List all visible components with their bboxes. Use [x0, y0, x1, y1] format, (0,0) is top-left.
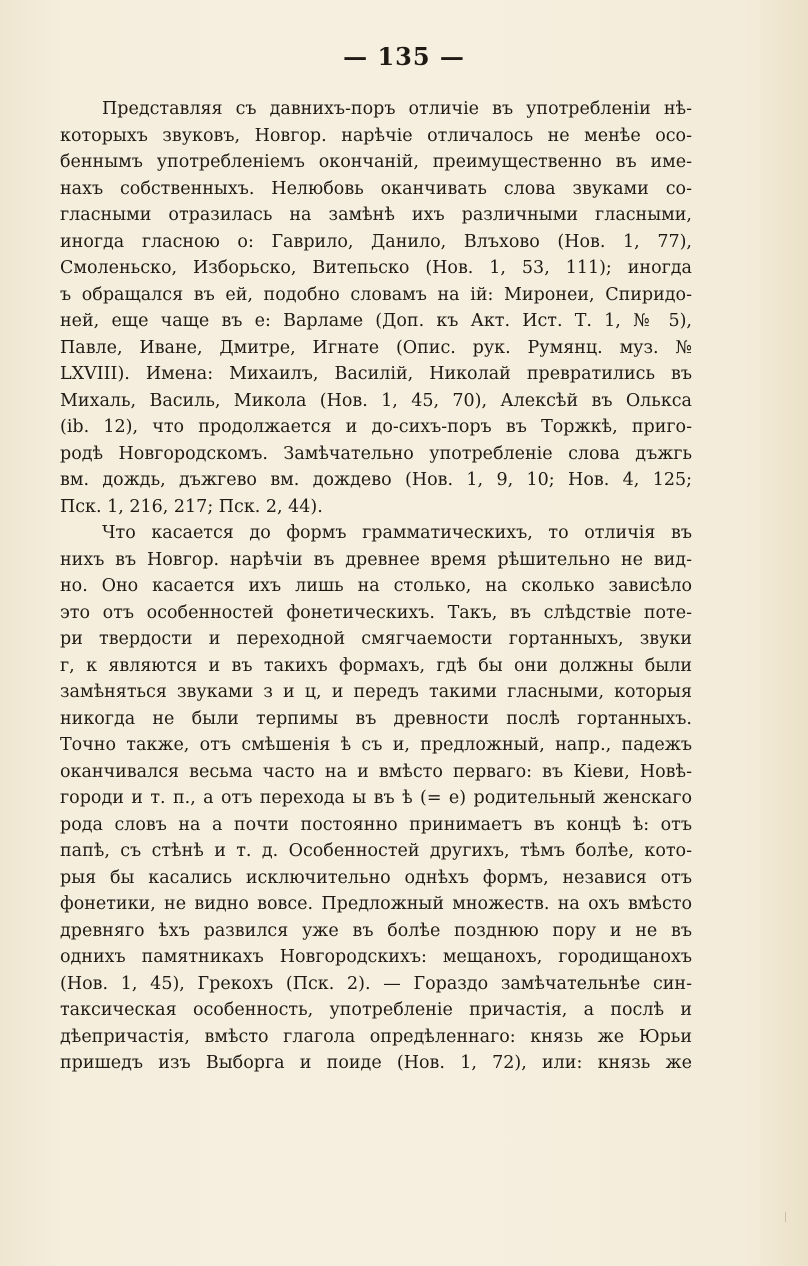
text-line: Что касается до формъ грамматическихъ, то отличія въ	[102, 523, 692, 543]
text-line: это отъ особенностей фонетическихъ. Такъ, въ слѣдствіе поте-	[60, 602, 692, 623]
text-line: никогда не были терпимы въ древности послѣ гортанныхъ.	[60, 708, 692, 729]
text-line: иногда гласною о: Гаврило, Данило, Влъхово (Нов. 1, 77),	[60, 231, 692, 252]
text-line: городи и т. п., а отъ перехода ы въ ѣ (= е) родительный женскаго	[60, 788, 692, 808]
text-line: Павле, Иване, Дмитре, Игнате (Опис. рук. Румянц. муз. №	[60, 337, 692, 358]
text-line: но. Оно касается ихъ лишь на столько, на сколько зависѣло	[60, 576, 692, 596]
text-line: замѣняться звуками з и ц, и передъ такими гласными, которыя	[60, 682, 692, 702]
text-line: (ib. 12), что продолжается и до-сихъ-поръ въ Торжкѣ, приго-	[60, 417, 692, 437]
page-speck	[785, 1212, 786, 1222]
text-line: нахъ собственныхъ. Нелюбовь оканчивать слова звуками со-	[60, 178, 692, 199]
page-number: — 135 —	[343, 42, 465, 71]
text-line: Михаль, Василь, Микола (Нов. 1, 45, 70), Алексѣй въ Ольксa	[60, 390, 692, 411]
body-text	[60, 96, 692, 1077]
text-line: Пск. 1, 216, 217; Пск. 2, 44).	[60, 496, 323, 517]
text-line: ри твердости и переходной смягчаемости гортанныхъ, звуки	[60, 629, 692, 649]
text-line: папѣ, съ стѣнѣ и т. д. Особенностей другихъ, тѣмъ болѣе, кото-	[60, 841, 692, 861]
text-line: которыхъ звуковъ, Новгор. нарѣчіе отличалось не менѣе осо-	[60, 125, 692, 146]
text-line: Смоленьско, Изборьско, Витепьско (Нов. 1, 53, 111); иногда	[60, 258, 692, 278]
text-line: Точно также, отъ смѣшенія ѣ съ и, предложный, напр., падежъ	[60, 735, 692, 755]
text-line: дѣепричастія, вмѣсто глагола опредѣленнаго: князь же Юрьи	[60, 1026, 692, 1047]
text-line: родѣ Новгородскомъ. Замѣчательно употребленіе слова дъжгь	[60, 443, 692, 464]
text-line: г, к являются и въ такихъ формахъ, гдѣ бы они должны были	[60, 655, 692, 676]
text-line: древняго ѣхъ развился уже въ болѣе позднюю пору и не въ	[60, 920, 692, 941]
text-line: нихъ въ Новгор. нарѣчіи въ древнее время рѣшительно не вид-	[60, 549, 692, 570]
text-line: однихъ памятникахъ Новгородскихъ: мещанохъ, городищанохъ	[60, 947, 692, 967]
text-line: пришедъ изъ Выборга и поиде (Нов. 1, 72), или: князь же	[60, 1053, 692, 1073]
text-line: фонетики, не видно вовсе. Предложный множеств. на охъ вмѣсто	[60, 894, 692, 914]
text-line: LXVIII). Имена: Михаилъ, Василій, Николай превратились въ	[60, 364, 692, 384]
text-line: беннымъ употребленіемъ окончаній, преимущественно въ име-	[60, 152, 692, 172]
text-line: гласными отразилась на замѣнѣ ихъ различными гласными,	[60, 205, 692, 225]
text-line: рыя бы касались исключительно однѣхъ формъ, независя отъ	[60, 867, 692, 888]
text-line: оканчивался весьма часто на и вмѣсто перваго: въ Кіеви, Новѣ-	[60, 761, 692, 782]
text-line: ней, еще чаще въ е: Варламе (Доп. къ Акт. Ист. Т. 1, № 5),	[60, 311, 692, 331]
text-line: рода словъ на а почти постоянно принимаетъ въ концѣ ѣ: отъ	[60, 814, 692, 835]
text-line: Представляя съ давнихъ-поръ отличіе въ употребленіи нѣ-	[102, 99, 692, 119]
text-line: ъ обращался въ ей, подобно словамъ на ій: Миронеи, Спиридо-	[60, 284, 692, 305]
text-line: (Нов. 1, 45), Грекохъ (Пск. 2). — Гораздо замѣчательнѣе син-	[60, 973, 692, 994]
text-line: таксическая особенность, употребленіе причастія, а послѣ и	[60, 1000, 692, 1020]
text-line: вм. дождь, дъжгево вм. дождево (Нов. 1, 9, 10; Нов. 4, 125;	[60, 470, 692, 490]
